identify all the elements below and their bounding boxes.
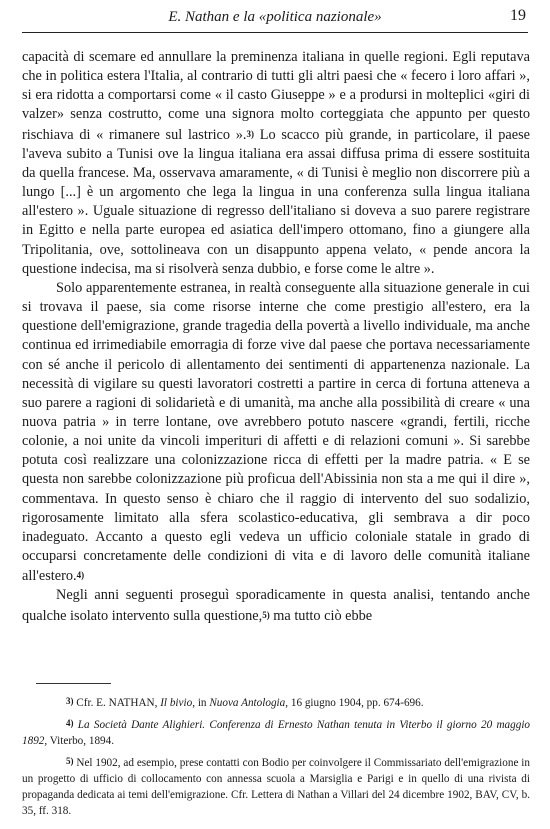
paragraph-1-text-b: Lo scacco più grande, in particolare, il paese l'aveva subito a Tunisi ove la lingua italiana era assai diffusa prima di essere sostituita da quella francese. Ma, osservava amaramente, « di Tunisi è meglio non discorrere più a lungo [...] è un argomento che lega la lingua in una conferenza sulla lingua italiana all'estero ». Uguale situazione di regresso dell'italiano si doveva a suo parere registrare in Egitto e nella parte europea ed asiatica dell'impero ottomano, fino a giungere alla Tripolitania, ove, sottolineava con un disappunto appena velato, « pende ancora la questione indecisa, ma si risolverà senza dubbio, e forse come le altre ». [22, 126, 530, 277]
footnote-3-journal: Nuova Antologia [209, 697, 286, 709]
paragraph-2 [22, 279, 530, 587]
footnote-3-post: , 16 giugno 1904, pp. 674-696. [285, 697, 424, 709]
footnotes [22, 693, 530, 823]
paragraph-1 [22, 48, 530, 279]
paragraph-3 [22, 586, 530, 625]
paragraph-1-text-a: capacità di scemare ed annullare la preminenza italiana in quelle regioni. Egli reputava che in politica estera l'Italia, al contrario di tutti gli altri paesi che « fecero i loro affari », si era ridotta a comportarsi come « il casto Giuseppe » e a prodursi in molteplici «giri di valzer» senza costrutto, come una signora molto corteggiata che appunto per questo rischiava di « rimanere sul lastrico ». [22, 49, 530, 143]
footnote-5 [22, 753, 530, 819]
footnote-rule [36, 683, 111, 684]
footnote-3-title: Il bivio [160, 697, 193, 709]
footnote-3-mid: , in [192, 697, 210, 709]
footnote-ref-4: 4) [76, 570, 85, 581]
paragraph-3-text-a: Negli anni seguenti proseguì sporadicamente in questa analisi, tentando anche qualche isolato intervento sulla questione, [22, 587, 530, 624]
footnote-3-pre: Cfr. E. NATHAN, [76, 697, 161, 709]
footnote-ref-5: 5) [262, 609, 270, 620]
running-head [22, 6, 528, 33]
footnote-4 [22, 715, 530, 749]
footnote-3 [22, 693, 530, 711]
paragraph-2-text: Solo apparentemente estranea, in realtà conseguente alla situazione generale in cui si trovava il paese, sia come risorse interne che come prestigio all'estero, era la questione dell'emigrazione, grande tragedia della povertà a livello individuale, ma anche continua ed irrimediabile emorragia di forze vive dal paese che portava necessariamente con sé anche il pericolo di allentamento dei sentimenti di appartenenza nazionale. La necessità di vigilare su questi lavoratori costretti a partire in cerca di fortuna atteneva a suo parere a ragioni di solidarietà e di umanità, ma anche alla possibilità di creare « una nuova patria » in terre lontane, ove avrebbero potuto nascere «grandi, fertili, ricche colonie, a noi unite da vincoli imperituri di affetti e di relazioni comuni ». Si sarebbe potuta così realizzare una colonizzazione ricca di effetti per la madre patria. « E se questa non sarebbe colonizzazione più proficua dell'Abissinia non sta a me qui il dire », commentava. In questo senso è chiaro che il raggio di intervento del suo sodalizio, rigorosamente limitato alla sfera scolastico-educativa, gli sembrava a dir poco inadeguato. Accanto a questo egli vedeva un ufficio coloniale statale in grado di occuparsi concretamente delle condizioni di vita e di lavoro delle comunità italiane all'estero. [22, 279, 530, 585]
footnote-4-title: La Società Dante Alighieri. Conferenza di Ernesto Nathan tenuta in Viterbo il giorno 20 maggio 1892 [22, 719, 531, 747]
footnote-5-mark: 5) [66, 756, 74, 766]
page-number: 19 [510, 7, 526, 24]
running-title: E. Nathan e la «politica nazionale» [168, 9, 382, 25]
footnote-4-mark: 4) [66, 718, 74, 728]
footnote-4-post: , Viterbo, 1894. [44, 735, 115, 747]
footnote-ref-3: 3) [246, 128, 254, 139]
paragraph-3-text-b: ma tutto ciò ebbe [269, 607, 373, 624]
footnote-5-text: Nel 1902, ad esempio, prese contatti con Bodio per coinvolgere il Commissariato dell'emigrazione in un progetto di ufficio di collocamento con annessa scuola a Marsiglia e Parigi e in quello di una rivista di propaganda dedicata ai temi dell'emigrazione. Cfr. Lettera di Nathan a Villari del 24 dicembre 1902, BAV, CV, b. 35, ff. 318. [22, 757, 530, 817]
body-text [22, 48, 530, 626]
footnote-3-mark: 3) [66, 696, 74, 706]
